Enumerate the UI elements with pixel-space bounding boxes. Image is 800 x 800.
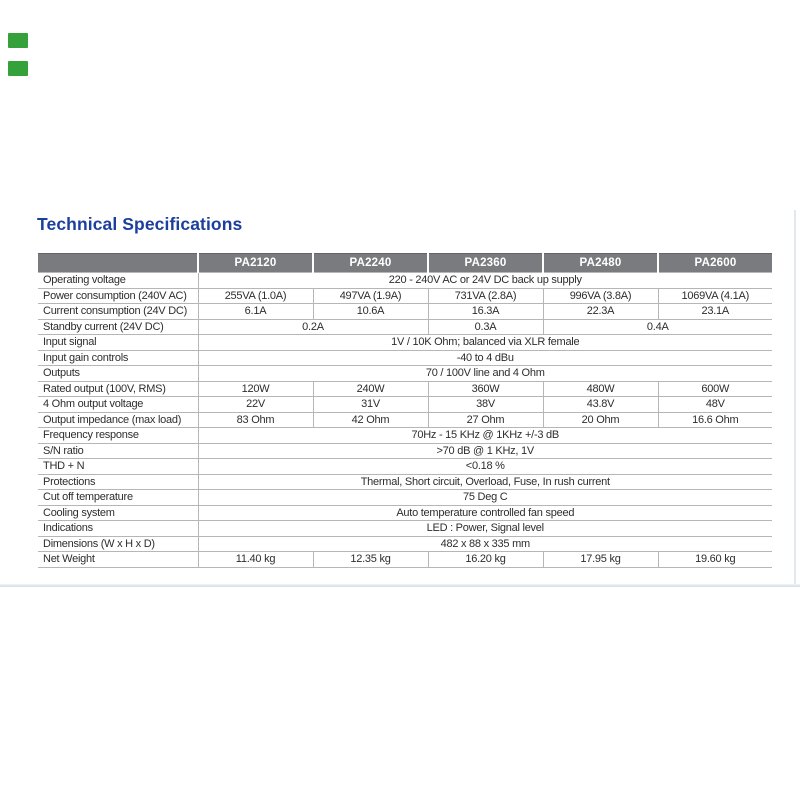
- page-right-edge: [794, 210, 796, 586]
- row-label-cell: Net Weight: [38, 552, 198, 568]
- value-cell: 20 Ohm: [543, 412, 658, 428]
- spec-row: [38, 381, 772, 397]
- spec-row: [38, 304, 772, 320]
- value-cell: 220 - 240V AC or 24V DC back up supply: [198, 273, 772, 289]
- spec-row: [38, 288, 772, 304]
- value-cell: Auto temperature controlled fan speed: [198, 505, 772, 521]
- spec-table-container: [38, 253, 772, 568]
- spec-row: [38, 459, 772, 475]
- value-cell: 0.2A: [198, 319, 428, 335]
- value-cell: 48V: [658, 397, 772, 413]
- value-cell: 70Hz - 15 KHz @ 1KHz +/-3 dB: [198, 428, 772, 444]
- header-cell-pa2360: PA2360: [428, 254, 543, 273]
- row-label-cell: Input signal: [38, 335, 198, 351]
- value-cell: 42 Ohm: [313, 412, 428, 428]
- value-cell: 23.1A: [658, 304, 772, 320]
- spec-row: [38, 397, 772, 413]
- row-label-cell: S/N ratio: [38, 443, 198, 459]
- value-cell: 240W: [313, 381, 428, 397]
- row-label-cell: Indications: [38, 521, 198, 537]
- value-cell: 16.6 Ohm: [658, 412, 772, 428]
- value-cell: 43.8V: [543, 397, 658, 413]
- value-cell: 16.3A: [428, 304, 543, 320]
- value-cell: 482 x 88 x 335 mm: [198, 536, 772, 552]
- header-cell-pa2480: PA2480: [543, 254, 658, 273]
- header-cell-empty: [38, 254, 198, 273]
- row-label-cell: Outputs: [38, 366, 198, 382]
- value-cell: 75 Deg C: [198, 490, 772, 506]
- table-header-row: [38, 254, 772, 273]
- value-cell: 120W: [198, 381, 313, 397]
- spec-row: [38, 412, 772, 428]
- value-cell: 6.1A: [198, 304, 313, 320]
- header-cell-pa2240: PA2240: [313, 254, 428, 273]
- green-marker: [8, 61, 28, 76]
- row-label-cell: Standby current (24V DC): [38, 319, 198, 335]
- value-cell: <0.18 %: [198, 459, 772, 475]
- value-cell: 731VA (2.8A): [428, 288, 543, 304]
- value-cell: 17.95 kg: [543, 552, 658, 568]
- value-cell: 16.20 kg: [428, 552, 543, 568]
- spec-row: [38, 443, 772, 459]
- row-label-cell: Protections: [38, 474, 198, 490]
- green-marker: [8, 33, 28, 48]
- value-cell: 1069VA (4.1A): [658, 288, 772, 304]
- value-cell: 360W: [428, 381, 543, 397]
- row-label-cell: Frequency response: [38, 428, 198, 444]
- value-cell: 83 Ohm: [198, 412, 313, 428]
- row-label-cell: Cooling system: [38, 505, 198, 521]
- value-cell: 38V: [428, 397, 543, 413]
- spec-row: [38, 505, 772, 521]
- spec-table: [38, 253, 772, 568]
- value-cell: 996VA (3.8A): [543, 288, 658, 304]
- value-cell: 11.40 kg: [198, 552, 313, 568]
- row-label-cell: Dimensions (W x H x D): [38, 536, 198, 552]
- page-title: Technical Specifications: [37, 214, 243, 234]
- row-label-cell: Current consumption (24V DC): [38, 304, 198, 320]
- value-cell: 600W: [658, 381, 772, 397]
- header-cell-pa2600: PA2600: [658, 254, 772, 273]
- spec-row: [38, 273, 772, 289]
- spec-row: [38, 536, 772, 552]
- value-cell: 27 Ohm: [428, 412, 543, 428]
- value-cell: 497VA (1.9A): [313, 288, 428, 304]
- value-cell: 22.3A: [543, 304, 658, 320]
- header-cell-pa2120: PA2120: [198, 254, 313, 273]
- spec-row: [38, 428, 772, 444]
- spec-row: [38, 319, 772, 335]
- row-label-cell: Cut off temperature: [38, 490, 198, 506]
- row-label-cell: Output impedance (max load): [38, 412, 198, 428]
- row-label-cell: Operating voltage: [38, 273, 198, 289]
- value-cell: 480W: [543, 381, 658, 397]
- value-cell: -40 to 4 dBu: [198, 350, 772, 366]
- spec-row: [38, 521, 772, 537]
- value-cell: Thermal, Short circuit, Overload, Fuse, In rush current: [198, 474, 772, 490]
- value-cell: 0.3A: [428, 319, 543, 335]
- row-label-cell: 4 Ohm output voltage: [38, 397, 198, 413]
- value-cell: 10.6A: [313, 304, 428, 320]
- row-label-cell: Power consumption (240V AC): [38, 288, 198, 304]
- value-cell: 19.60 kg: [658, 552, 772, 568]
- page-bottom-edge: [0, 584, 800, 587]
- value-cell: 0.4A: [543, 319, 772, 335]
- spec-row: [38, 366, 772, 382]
- row-label-cell: Rated output (100V, RMS): [38, 381, 198, 397]
- row-label-cell: THD + N: [38, 459, 198, 475]
- value-cell: 255VA (1.0A): [198, 288, 313, 304]
- value-cell: 70 / 100V line and 4 Ohm: [198, 366, 772, 382]
- spec-row: [38, 350, 772, 366]
- row-label-cell: Input gain controls: [38, 350, 198, 366]
- value-cell: 31V: [313, 397, 428, 413]
- value-cell: 12.35 kg: [313, 552, 428, 568]
- spec-row: [38, 335, 772, 351]
- spec-row: [38, 552, 772, 568]
- spec-row: [38, 474, 772, 490]
- value-cell: 22V: [198, 397, 313, 413]
- value-cell: >70 dB @ 1 KHz, 1V: [198, 443, 772, 459]
- value-cell: LED : Power, Signal level: [198, 521, 772, 537]
- value-cell: 1V / 10K Ohm; balanced via XLR female: [198, 335, 772, 351]
- spec-row: [38, 490, 772, 506]
